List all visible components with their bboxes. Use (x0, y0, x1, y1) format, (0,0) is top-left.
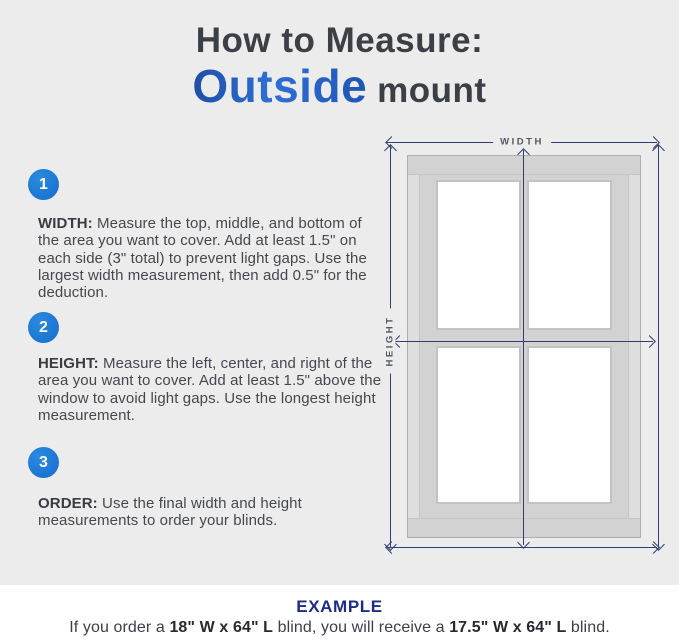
step-3-badge (28, 447, 59, 478)
example-sentence (0, 619, 679, 637)
width-arrow-middle (395, 341, 653, 343)
width-arrow-middle-right-arrowhead-icon (643, 335, 656, 348)
example-text-suffix: blind. (566, 619, 610, 636)
window-pane-bottom-right (527, 346, 612, 504)
window-sash (419, 174, 629, 519)
step-3-number: 3 (39, 453, 48, 471)
height-arrow-left-up-arrowhead-icon (384, 144, 397, 157)
example-order-size: 18" W x 64" L (169, 619, 274, 636)
step-1-text (38, 215, 382, 301)
height-arrow-center (523, 150, 525, 545)
width-dimension-label: WIDTH (493, 137, 551, 148)
example-heading: EXAMPLE (296, 597, 383, 616)
step-2-label: HEIGHT: (38, 355, 99, 372)
page-title: How to Measure: (195, 21, 484, 60)
step-1-badge (28, 169, 59, 200)
window-pane-bottom-left (436, 346, 521, 504)
example-text-middle: blind, you will receive a (273, 619, 450, 636)
window-pane-top-right (527, 180, 612, 330)
step-1-label: WIDTH: (38, 215, 93, 232)
mount-type-suffix: mount (377, 70, 487, 110)
step-2-badge (28, 312, 59, 343)
step-1-body: Measure the top, middle, and bottom of the area you want to cover. Add at least 1.5" on each side (3" total) to prevent light gaps. Use the largest width measurement, then add 0.5" for the deduction. (38, 215, 367, 302)
example-received-size: 17.5" W x 64" L (449, 619, 567, 636)
window-pane-grid (436, 180, 612, 504)
step-3-label: ORDER: (38, 495, 98, 512)
page-subtitle (0, 59, 679, 112)
step-3-body: Use the final width and height measurements to order your blinds. (38, 495, 302, 530)
height-arrow-right (658, 145, 660, 548)
height-dimension-label: HEIGHT (385, 309, 396, 374)
step-2-body: Measure the left, center, and right of the area you want to cover. Add at least 1.5" above the window to avoid light gaps. Use the longest height measurement. (38, 355, 382, 424)
step-1-number: 1 (39, 175, 48, 193)
example-section (0, 585, 679, 644)
window-pane-top-left (436, 180, 521, 330)
page-header (0, 22, 679, 110)
window-illustration (407, 155, 641, 538)
step-2-number: 2 (39, 318, 48, 336)
mount-type-highlight: Outside (192, 59, 368, 112)
step-3-text (38, 495, 370, 530)
window-sill-frame (408, 518, 640, 537)
step-2-text (38, 355, 382, 424)
example-text-prefix: If you order a (69, 619, 170, 636)
